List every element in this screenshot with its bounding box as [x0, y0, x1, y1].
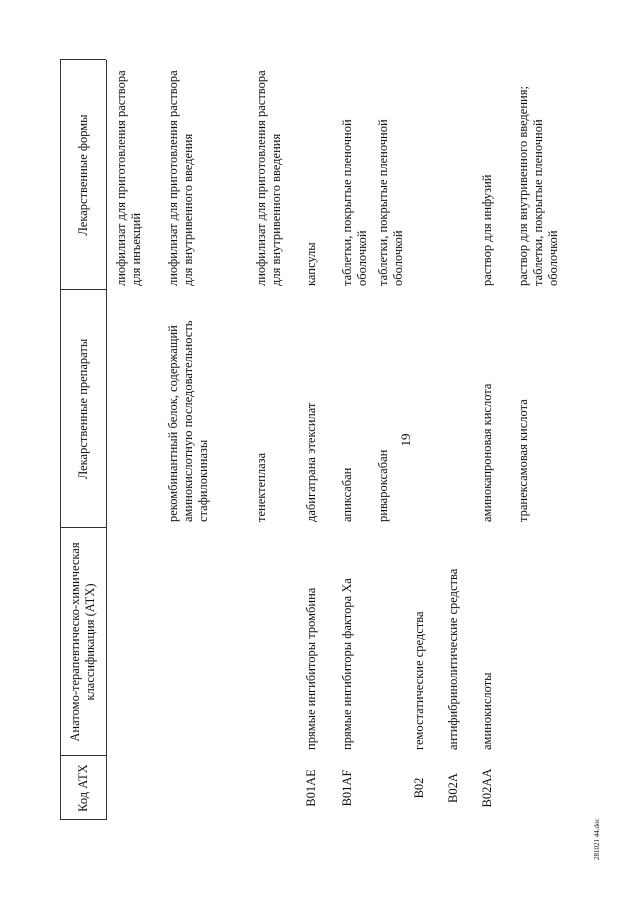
table-cell-form: таблетки, покрытые пленочной оболочкой: [376, 119, 405, 286]
table-cell-drug: апиксабан: [340, 467, 354, 522]
footer-filename: 281021 44.doc: [593, 818, 601, 860]
header-forms: Лекарственные формы: [75, 114, 90, 236]
table-top-border: [60, 60, 61, 820]
table-cell-code: B02: [412, 777, 426, 799]
table-cell-form: капсулы: [304, 242, 318, 286]
table-cell-form: таблетки, покрытые пленочной оболочкой: [340, 119, 369, 286]
table-cell-form: лиофилизат для приготовления раствора для внутривенного введения: [254, 70, 283, 286]
header-drugs: Лекарственные препараты: [75, 338, 90, 480]
table-cell-classification: антифибринолитические средства: [446, 568, 460, 750]
table-cell-classification: аминокислоты: [480, 672, 494, 750]
table-cell-drug: рекомбинантный белок, содержащий аминокислотную последовательность стафилокиназы: [166, 320, 210, 522]
table-cell-drug: дабигатрана этексилат: [304, 402, 318, 522]
table-cell-classification: прямые ингибиторы тромбина: [304, 587, 318, 750]
table-cell-form: лиофилизат для приготовления раствора для инъекций: [114, 70, 143, 286]
page-number: 19: [398, 433, 413, 447]
table-cell-form: лиофилизат для приготовления раствора для внутривенного введения: [166, 70, 195, 286]
table-cell-code: B02AA: [480, 768, 494, 808]
table-cell-code: B02A: [446, 773, 460, 803]
table-cell-drug: ривароксабан: [376, 449, 390, 522]
table-cell-classification: гемостатические средства: [412, 611, 426, 750]
table-cell-code: B01AF: [340, 769, 354, 807]
table-cell-drug: аминокапроновая кислота: [480, 383, 494, 522]
header-classification: Анатомо-терапевтическо-химическая классификация (АТХ): [68, 542, 97, 742]
table-header-border: [106, 60, 107, 820]
table-cell-code: B01AE: [304, 769, 318, 807]
table-cell-classification: прямые ингибиторы фактора Xa: [340, 578, 354, 750]
table-cell-form: раствор для инфузий: [480, 174, 494, 286]
header-code: Код АТХ: [75, 764, 90, 812]
table-cell-drug: тенектеплаза: [254, 452, 268, 522]
table-cell-drug: транексамовая кислота: [516, 399, 530, 522]
table-cell-form: раствор для внутривенного введения; таблетки, покрытые пленочной оболочкой: [516, 86, 560, 286]
